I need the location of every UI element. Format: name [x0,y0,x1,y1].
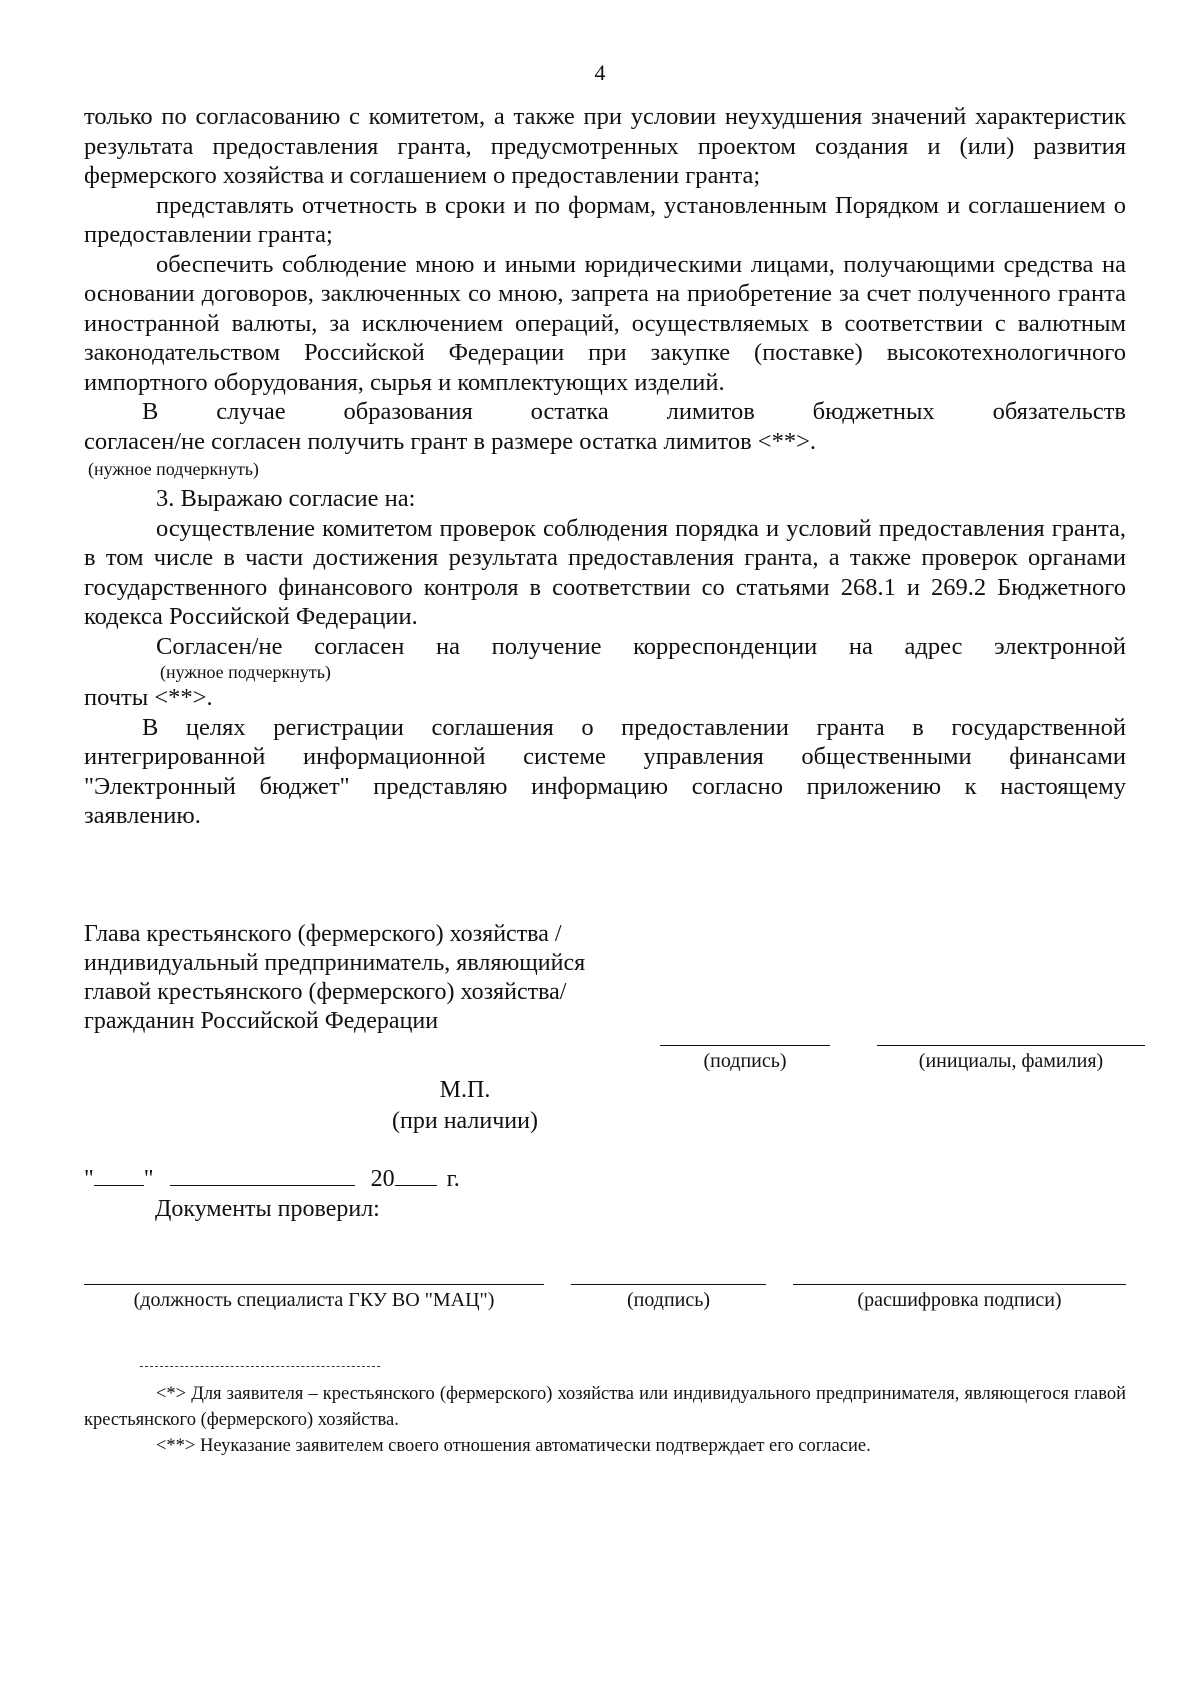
paragraph-email-line1: Согласен/не согласен на получение корреспонденции на адрес электронной [156,632,1126,660]
footnote-consent: <**> Неуказание заявителем своего отношения автоматически подтверждает его согласие. [156,1436,871,1456]
page-number: 4 [594,60,606,85]
footnote-separator [140,1366,380,1367]
signer-line: индивидуальный предприниматель, являющийся [84,950,586,976]
signer-line: Глава крестьянского (фермерского) хозяйства / [84,921,562,947]
date-row [84,1163,460,1193]
paragraph-continuation: только по согласованию с комитетом, а также при условии неухудшения значений характеристик результата предоставления гранта, предусмотренных проектом создания и (или) развития фермерского хозяйства и соглашением о предоставлении гранта; [84,103,1126,189]
stamp-label: М.П. [439,1077,491,1103]
paragraph-reporting: представлять отчетность в сроки и по формам, установленным Порядком и соглашением о предоставлении гранта; [84,191,1126,248]
day-blank[interactable] [94,1163,144,1186]
year-suffix: г. [446,1166,460,1192]
documents-checked-label: Документы проверил: [155,1196,380,1222]
year-blank[interactable] [395,1163,437,1186]
paragraph-inspections: осуществление комитетом проверок соблюдения порядка и условий предоставления гранта, в том числе в части достижения результата предоставления гранта, а также проверок органами государственного финансового контроля в соответствии со статьями 268.1 и 269.2 Бюджетного кодекса Российской Федерации. [84,514,1126,630]
paragraph-consent-heading: 3. Выражаю согласие на: [156,485,416,512]
footnote-applicant: <*> Для заявителя – крестьянского (фермерского) хозяйства или индивидуального предпринимателя, являющегося главой крестьянского (фермерского) хозяйства. [84,1384,1126,1430]
decoding-line[interactable] [793,1284,1126,1285]
checker-signature-caption: (подпись) [626,1289,711,1311]
signer-line: гражданин Российской Федерации [84,1008,439,1034]
decoding-caption: (расшифровка подписи) [857,1289,1062,1311]
name-caption: (инициалы, фамилия) [918,1050,1104,1072]
underline-note-email: (нужное подчеркнуть) [160,662,331,682]
checker-signature-line[interactable] [571,1284,766,1285]
year-prefix: 20 [370,1166,395,1192]
date-quote-close: " [143,1166,154,1192]
paragraph-limits-line1: В случае образования остатка лимитов бюджетных обязательств [142,398,1126,425]
footnotes [84,1381,1126,1459]
name-line[interactable] [877,1045,1145,1046]
position-caption: (должность специалиста ГКУ ВО "МАЦ") [133,1289,495,1311]
paragraph-currency-ban: обеспечить соблюдение мною и иными юридическими лицами, получающими средства на основании договоров, заключенных со мною, запрета на приобретение за счет полученного гранта иностранной валюты, за исключением операций, осуществляемых в соответствии с валютным законодательством Российской Федерации при закупке (поставке) высокотехнологичного импортного оборудования, сырья и комплектующих изделий. [84,250,1126,396]
date-quote-open: " [84,1166,94,1192]
signature-line[interactable] [660,1045,830,1046]
signer-block [84,920,684,1036]
stamp-note: (при наличии) [392,1108,538,1134]
paragraph-registration: В целях регистрации соглашения о предоставлении гранта в государственной интегрированной информационной системе управления общественными финансами "Электронный бюджет" представляю информацию согласно приложению к настоящему заявлению. [84,713,1126,829]
position-line[interactable] [84,1284,544,1285]
signature-caption: (подпись) [703,1050,787,1072]
month-blank[interactable] [170,1163,355,1186]
stamp-place [330,1075,600,1137]
signer-line: главой крестьянского (фермерского) хозяйства/ [84,979,567,1005]
underline-note: (нужное подчеркнуть) [88,459,259,479]
paragraph-limits-line2: согласен/не согласен получить грант в размере остатка лимитов <**>. [84,427,817,455]
body-text [84,102,1126,831]
paragraph-email-line2: почты <**>. [84,684,213,711]
